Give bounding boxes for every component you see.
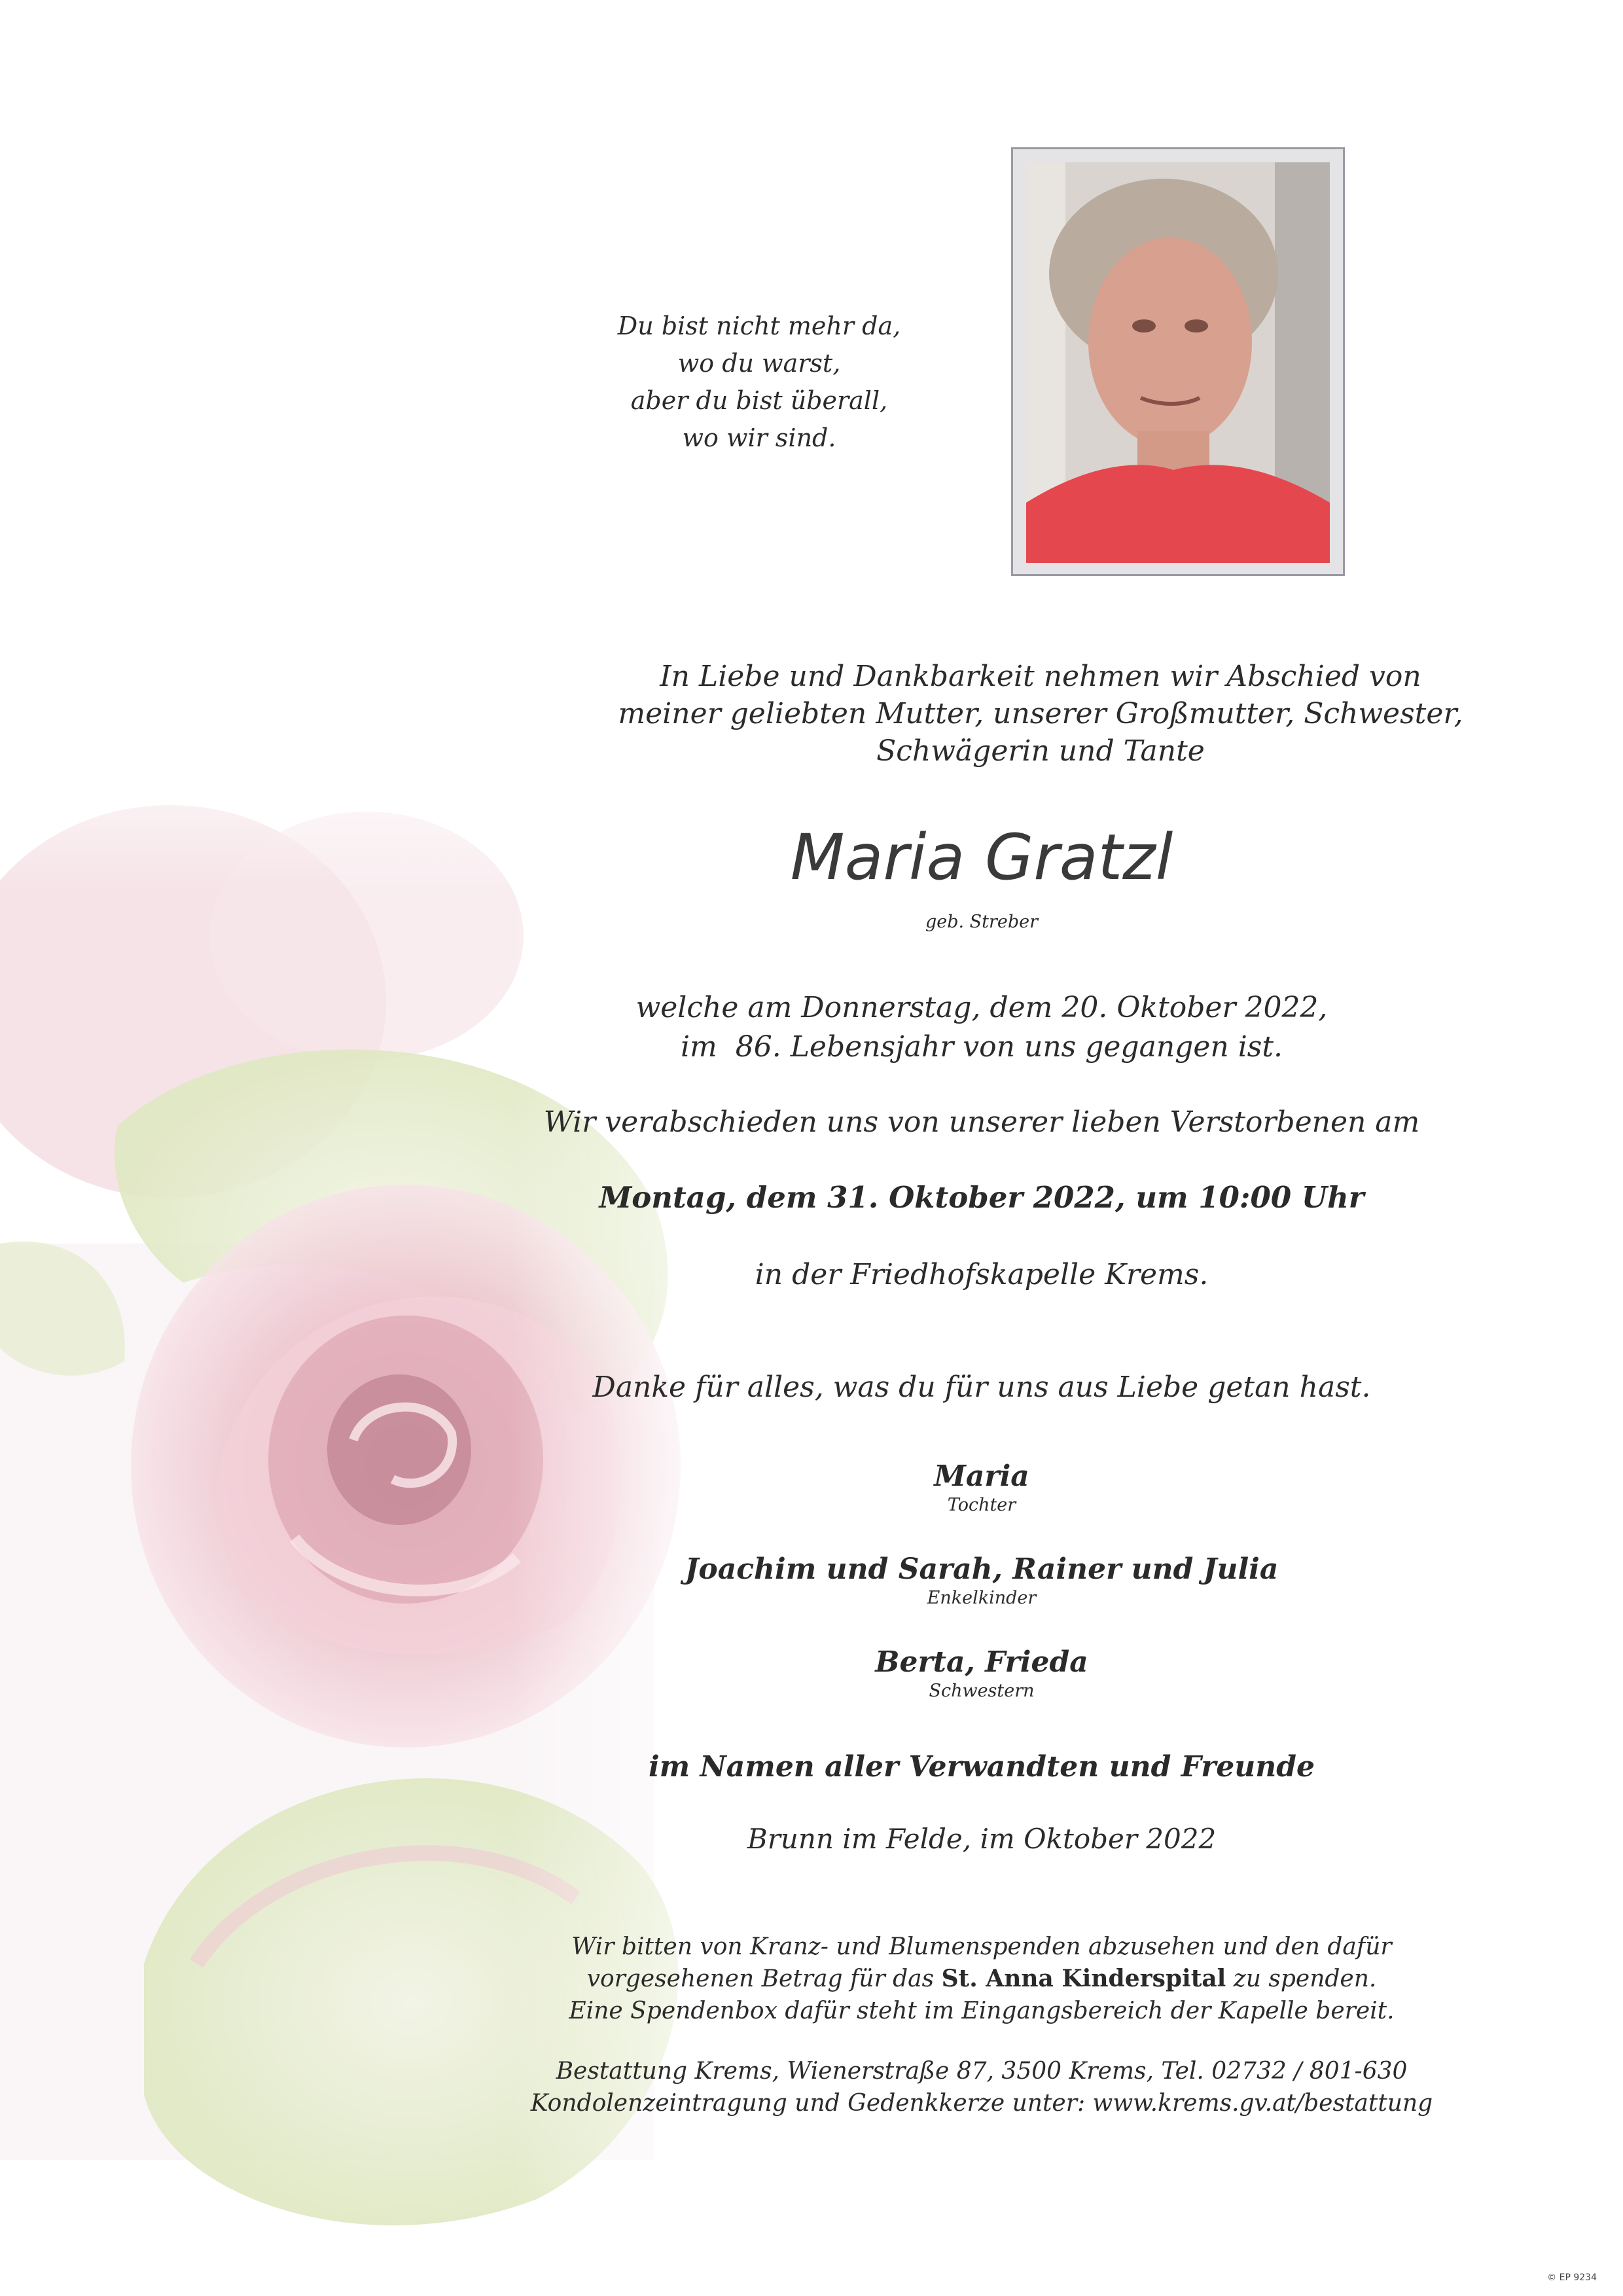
intro-text (484, 658, 1597, 770)
intro-line: Schwägerin und Tante (876, 734, 1205, 768)
birth-name: geb. Streber (925, 912, 1039, 932)
quote-line: wo du warst, (677, 349, 841, 378)
death-date-line: welche am Donnerstag, dem 20. Oktober 2022, (635, 991, 1328, 1024)
ceremony-datetime: Montag, dem 31. Oktober 2022, um 10:00 Uhr (599, 1180, 1364, 1215)
mourner-relation: Enkelkinder (927, 1588, 1037, 1608)
quote-line: aber du bist überall, (630, 386, 888, 415)
donation-note (458, 1931, 1505, 2027)
contact-website: Kondolenzeintragung und Gedenkkerze unter: www.krems.gv.at/bestattung (530, 2090, 1433, 2117)
thanks-line: Danke für alles, was du für uns aus Liebe getan hast. (592, 1371, 1371, 1404)
mourner-names: Maria (934, 1460, 1029, 1493)
mourner-group (654, 1458, 1309, 1516)
portrait-frame (1011, 147, 1345, 576)
death-age-line: im 86. Lebensjahr von uns gegangen ist. (680, 1030, 1283, 1064)
mourner-relation: Tochter (947, 1495, 1016, 1515)
donation-line: Wir bitten von Kranz- und Blumenspenden abzusehen und den dafür (571, 1933, 1392, 1960)
deceased-name: Maria Gratzl (790, 821, 1173, 894)
portrait-photo (1026, 162, 1330, 563)
intro-line: meiner geliebten Mutter, unserer Großmutter, Schwester, (618, 697, 1463, 730)
memorial-quote (524, 308, 995, 457)
mourner-names: Berta, Frieda (875, 1645, 1088, 1679)
on-behalf-line: im Namen aller Verwandten und Freunde (648, 1750, 1315, 1784)
ceremony-place: in der Friedhofskapelle Krems. (755, 1258, 1209, 1291)
mourner-group (524, 1551, 1440, 1609)
mourner-group (654, 1644, 1309, 1702)
donation-line: Eine Spendenbox dafür steht im Eingangsbereich der Kapelle bereit. (569, 1998, 1395, 2024)
death-notice (458, 988, 1505, 1067)
donation-line-pre: vorgesehenen Betrag für das (586, 1965, 942, 1992)
place-date: Brunn im Felde, im Oktober 2022 (747, 1823, 1217, 1855)
funeral-home-contact (458, 2055, 1505, 2119)
donation-line (458, 1963, 1505, 1995)
charity-name: St. Anna Kinderspital (941, 1965, 1226, 1992)
contact-address: Bestattung Krems, Wienerstraße 87, 3500 Krems, Tel. 02732 / 801-630 (556, 2058, 1408, 2085)
farewell-text: Wir verabschieden uns von unserer lieben Verstorbenen am (543, 1105, 1420, 1139)
mourner-relation: Schwestern (929, 1681, 1035, 1701)
copyright-code: © EP 9234 (1547, 2272, 1597, 2283)
intro-line: In Liebe und Dankbarkeit nehmen wir Abschied von (660, 660, 1421, 693)
donation-line-post: zu spenden. (1226, 1965, 1377, 1992)
quote-line: Du bist nicht mehr da, (617, 312, 901, 340)
mourner-names: Joachim und Sarah, Rainer und Julia (685, 1552, 1279, 1586)
quote-line: wo wir sind. (682, 423, 836, 452)
